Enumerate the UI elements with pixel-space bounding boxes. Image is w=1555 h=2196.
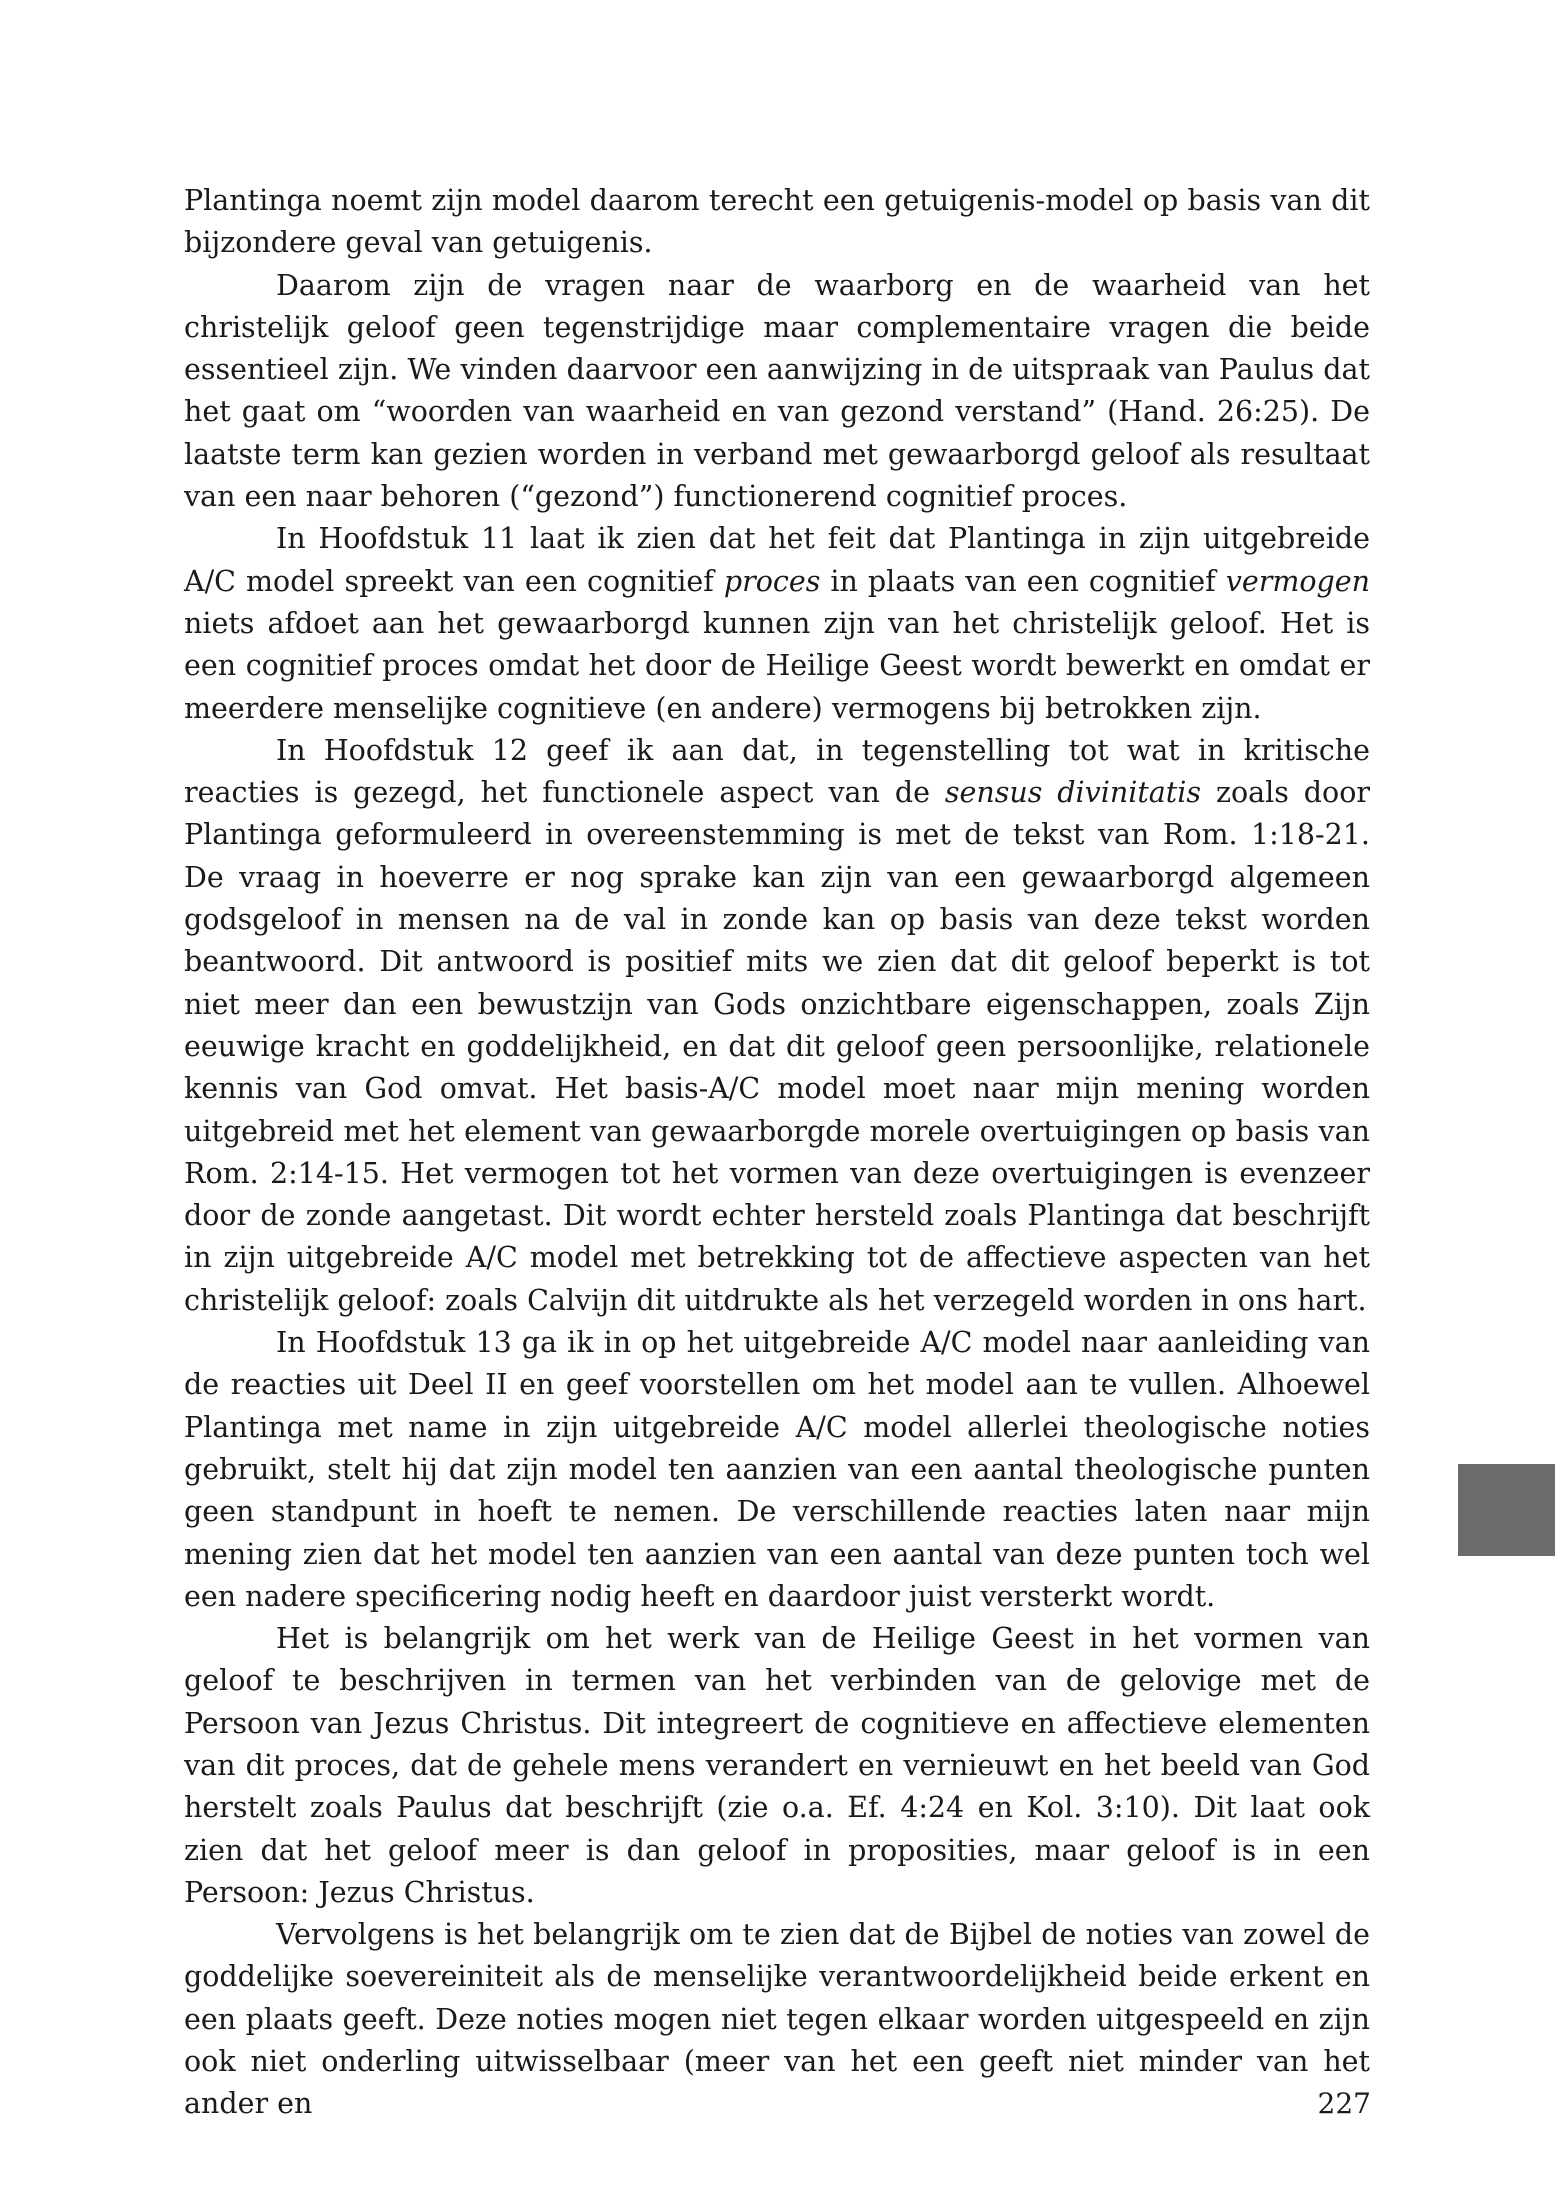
italic-run: sensus divinitatis — [944, 776, 1201, 810]
text-run: In Hoofdstuk 11 laat ik zien dat het feit dat Plantinga in zijn uitgebreide A/C model spreekt van een cognitief — [184, 522, 1370, 598]
page-number: 227 — [1317, 2087, 1371, 2120]
paragraph — [184, 1914, 1370, 2125]
text-run: In Hoofdstuk 12 geef ik aan dat, in tegenstelling tot wat in kritische reacties is gezegd, het functionele aspect van de — [184, 733, 1370, 810]
text-run: in plaats van een cognitief — [820, 564, 1226, 598]
text-run: niets afdoet aan het gewaarborgd kunnen zijn van het christelijk geloof. Het is een cognitief proces omdat het door de Heilige Geest wordt bewerkt en omdat er meerdere menselijke cognitieve (en andere) vermogens bij betrokken zijn. — [184, 606, 1370, 725]
paragraph — [184, 1322, 1370, 1618]
text-run: zoals door Plantinga geformuleerd in overeenstemming is met de tekst van Rom. 1:18-21. De vraag in hoeverre er nog sprake kan zijn van een gewaarborgd algemeen godsgeloof in mensen na de val in zonde kan op basis van deze tekst worden beantwoord. Dit antwoord is positief mits we zien dat dit geloof beperkt is tot niet meer dan een bewustzijn van Gods onzichtbare eigenschappen, zoals Zijn eeuwige kracht en goddelijkheid, en dat dit geloof geen persoonlijke, relationele kennis van God omvat. Het basis-A/C model moet naar mijn mening worden uitgebreid met het element van gewaarborgde morele overtuigingen op basis van Rom. 2:14-15. Het vermogen tot het vormen van deze overtuigingen is evenzeer door de zonde aangetast. Dit wordt echter hersteld zoals Plantinga dat beschrijft in zijn uitgebreide A/C model met betrekking tot de affectieve aspecten van het christelijk geloof: zoals Calvijn dit uitdrukte als het verzegeld worden in ons hart. — [184, 776, 1370, 1317]
paragraph — [184, 180, 1370, 265]
text-run: Vervolgens is het belangrijk om te zien dat de Bijbel de noties van zowel de goddelijke soevereiniteit als de menselijke verantwoordelijkheid beide erkent en een plaats geeft. Deze noties mogen niet tegen elkaar worden uitgespeeld en zijn ook niet onderling uitwisselbaar (meer van het een geeft niet minder van het ander en — [184, 1918, 1370, 2121]
paragraph — [184, 1618, 1370, 1914]
paragraph — [184, 265, 1370, 519]
italic-run: proces — [723, 564, 821, 598]
text-run: Het is belangrijk om het werk van de Heilige Geest in het vormen van geloof te beschrijven in termen van het verbinden van de gelovige met de Persoon van Jezus Christus. Dit integreert de cognitieve en affectieve elementen van dit proces, dat de gehele mens verandert en vernieuwt en het beeld van God herstelt zoals Paulus dat beschrijft (zie o.a. Ef. 4:24 en Kol. 3:10). Dit laat ook zien dat het geloof meer is dan geloof in proposities, maar geloof is in een Persoon: Jezus Christus. — [184, 1622, 1370, 1909]
body-text — [184, 180, 1370, 2126]
text-run: Daarom zijn de vragen naar de waarborg en de waarheid van het christelijk geloof geen tegenstrijdige maar complementaire vragen die beide essentieel zijn. We vinden daarvoor een aanwijzing in de uitspraak van Paulus dat het gaat om “woorden van waarheid en van gezond verstand” (Hand. 26:25). De laatste term kan gezien worden in verband met gewaarborgd geloof als resultaat van een naar behoren (“gezond”) functionerend cognitief proces. — [184, 268, 1370, 514]
chapter-thumb-tab — [1458, 1464, 1555, 1556]
text-run: Plantinga noemt zijn model daarom terecht een getuigenis-model op basis van dit bijzondere geval van getuigenis. — [184, 184, 1370, 260]
paragraph — [184, 518, 1370, 729]
paragraph — [184, 730, 1370, 1322]
text-run: In Hoofdstuk 13 ga ik in op het uitgebreide A/C model naar aanleiding van de reacties uit Deel II en geef voorstellen om het model aan te vullen. Alhoewel Plantinga met name in zijn uitgebreide A/C model allerlei theologische noties gebruikt, stelt hij dat zijn model ten aanzien van een aantal theologische punten geen standpunt in hoeft te nemen. De verschillende reacties laten naar mijn mening zien dat het model ten aanzien van een aantal van deze punten toch wel een nadere specificering nodig heeft en daardoor juist versterkt wordt. — [184, 1326, 1370, 1613]
italic-run: vermogen — [1225, 564, 1370, 598]
